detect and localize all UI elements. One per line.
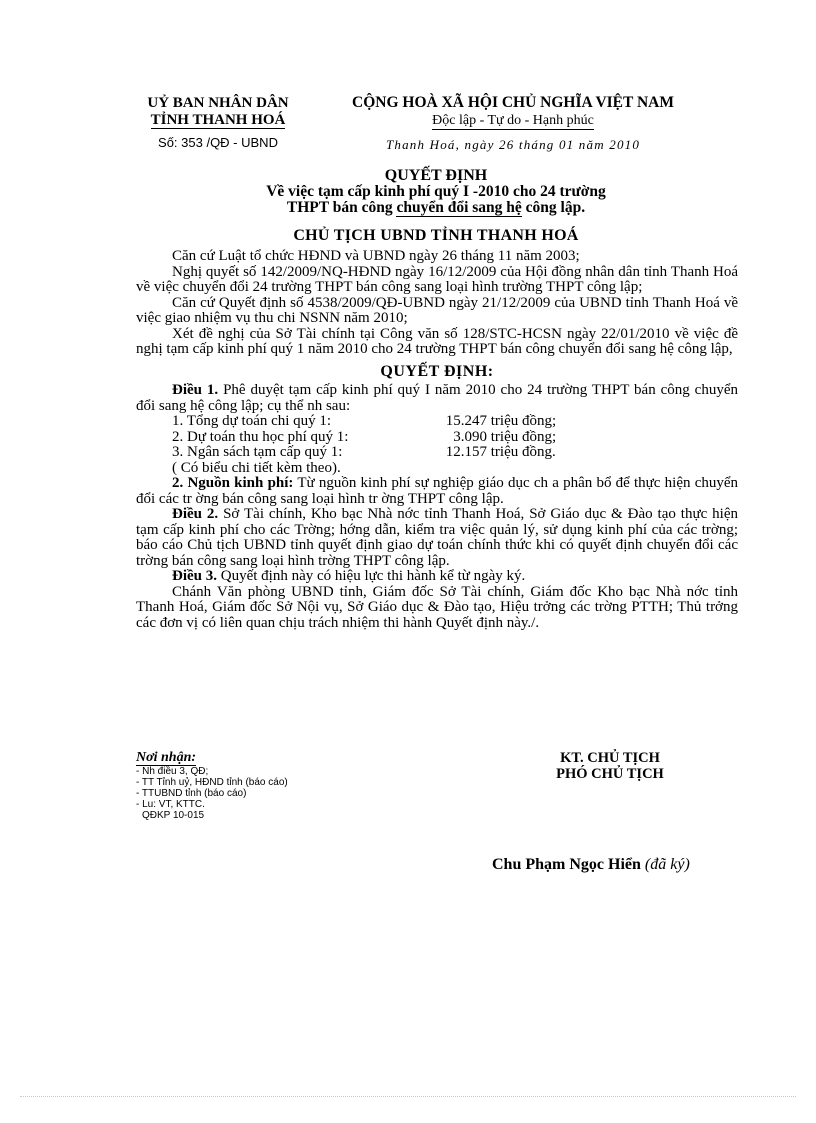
- title-line2: Về việc tạm cấp kinh phí quý I -2010 cho 24 trường: [266, 183, 606, 200]
- budget-item-label: 1. Tổng dự toán chi quý 1:: [172, 413, 332, 429]
- title-line3-start: THPT bán công: [286, 199, 397, 216]
- article-1-label: Điều 1.: [172, 382, 219, 398]
- signer-name: Chu Phạm Ngọc Hiển: [492, 856, 641, 873]
- recipient-item: QĐKP 10-015: [142, 810, 205, 821]
- title-line1: QUYẾT ĐỊNH: [384, 167, 488, 184]
- attachment-note: ( Có biểu chi tiết kèm theo).: [172, 459, 341, 476]
- preamble-paragraph: Căn cứ Luật tổ chức HĐND và UBND ngày 26 tháng 11 năm 2003;: [172, 248, 580, 264]
- funding-source-label: 2. Nguồn kinh phí:: [172, 475, 294, 491]
- budget-item: [136, 430, 738, 446]
- page-divider: [20, 1096, 796, 1097]
- recipients-title: Nơi nhận:: [136, 750, 197, 765]
- signature-line2: PHÓ CHỦ TỊCH: [556, 766, 664, 782]
- budget-item-label: 2. Dự toán thu học phí quý 1:: [172, 428, 349, 445]
- signed-status: (đã ký): [640, 856, 690, 873]
- signature-title: [500, 750, 720, 782]
- budget-item: [136, 445, 738, 461]
- document-body: [136, 249, 738, 631]
- document-number: Số: 353 /QĐ - UBND: [158, 135, 278, 150]
- article-3: [136, 569, 738, 585]
- budget-item-unit: triệu đồng;: [487, 413, 557, 429]
- article-1-text: Phê duyệt tạm cấp kinh phí quý I năm 2010 cho 24 trường THPT bán công chuyển đổi sang hệ công lập; cụ thể nh sau:: [136, 382, 739, 414]
- budget-item-unit: triệu đồng;: [487, 428, 557, 445]
- preamble-paragraph: Xét đề nghị của Sở Tài chính tại Công văn số 128/STC-HCSN ngày 22/01/2010 về việc đề nghị tạm cấp kinh phí quý 1 năm 2010 cho 24 trường THPT bán công chuyển đổi sang hệ công lập,: [136, 325, 738, 357]
- national-motto: Độc lập - Tự do - Hạnh phúc: [432, 113, 594, 128]
- preamble-paragraph: Căn cứ Quyết định số 4538/2009/QĐ-UBND ngày 21/12/2009 của UBND tỉnh Thanh Hoá về việc giao nhiệm vụ thu chi NSNN năm 2010;: [136, 294, 738, 326]
- title-line3: [136, 200, 736, 216]
- article-2: [136, 507, 738, 569]
- org-line2: TỈNH THANH HOÁ: [150, 112, 286, 128]
- authority-heading: CHỦ TỊCH UBND TỈNH THANH HOÁ: [293, 227, 579, 244]
- execution-clause: Chánh Văn phòng UBND tỉnh, Giám đốc Sở Tài chính, Giám đốc Kho bạc Nhà nớc tỉnh Thanh Hoá, Giám đốc Sở Nội vụ, Sở Giáo dục & Đào tạo, Hiệu trởng các trờng PTTH; Thủ trởng các đơn vị có liên quan chịu trách nhiệm thi hành Quyết định này./.: [136, 583, 738, 631]
- document-title: [136, 168, 736, 216]
- recipients-block: [136, 748, 436, 821]
- article-1: [136, 383, 738, 414]
- issue-date: Thanh Hoá, ngày 26 tháng 01 năm 2010: [385, 137, 641, 152]
- article-2-text: Sở Tài chính, Kho bạc Nhà nớc tỉnh Thanh Hoá, Sở Giáo dục & Đào tạo thực hiện tạm cấp kinh phí cho các Trờng; hớng dẫn, kiểm tra việc quản lý, sử dụng kinh phí của các trờng; báo cáo Chủ tịch UBND tỉnh quyết định giao dự toán chính thức khi có quyết định chuyển đổi các trờng bán công sang loại hình trờng THPT công lập.: [136, 506, 738, 569]
- recipient-item: - TTUBND tỉnh (báo cáo): [136, 788, 247, 799]
- funding-source: [136, 476, 738, 507]
- country-name: CỘNG HOÀ XÃ HỘI CHỦ NGHĨA VIỆT NAM: [352, 94, 674, 111]
- funding-source-text: Từ nguồn kinh phí sự nghiệp giáo dục ch a phân bổ để thực hiện chuyển đổi các tr ờng bán công sang loại hình tr ờng THPT công lập.: [136, 475, 739, 507]
- article-3-label: Điều 3.: [172, 568, 217, 584]
- issuing-authority: [118, 95, 318, 150]
- recipient-item: - TT Tỉnh uỷ, HĐND tỉnh (báo cáo): [136, 777, 288, 788]
- org-line1: UỶ BAN NHÂN DÂN: [147, 95, 289, 111]
- article-3-text: Quyết định này có hiệu lực thi hành kể từ ngày ký.: [217, 568, 526, 584]
- preamble-paragraph: Nghị quyết số 142/2009/NQ-HĐND ngày 16/12/2009 của Hội đồng nhân dân tỉnh Thanh Hoá về việc chuyển đổi 24 trường THPT bán công sang loại hình trường THPT công lập;: [136, 263, 738, 295]
- signature-line1: KT. CHỦ TỊCH: [560, 750, 660, 766]
- signer: [492, 856, 752, 874]
- title-line3-end: công lập.: [521, 199, 586, 216]
- title-line3-underlined: chuyển đổi sang hệ: [396, 199, 522, 216]
- budget-item-unit: triệu đồng.: [487, 444, 556, 460]
- budget-item-label: 3. Ngân sách tạm cấp quý 1:: [172, 444, 343, 460]
- national-header: [328, 95, 698, 153]
- budget-item-amount: 15.247: [445, 413, 487, 429]
- article-2-label: Điều 2.: [172, 506, 219, 522]
- decision-heading: QUYẾT ĐỊNH:: [380, 362, 494, 380]
- budget-item-amount: 12.157: [445, 444, 487, 460]
- budget-item: [136, 414, 738, 430]
- budget-item-amount: 3.090: [453, 428, 487, 445]
- recipient-item: - Lu: VT, KTTC.: [136, 799, 205, 810]
- recipient-item: - Nh điều 3, QĐ;: [136, 766, 209, 777]
